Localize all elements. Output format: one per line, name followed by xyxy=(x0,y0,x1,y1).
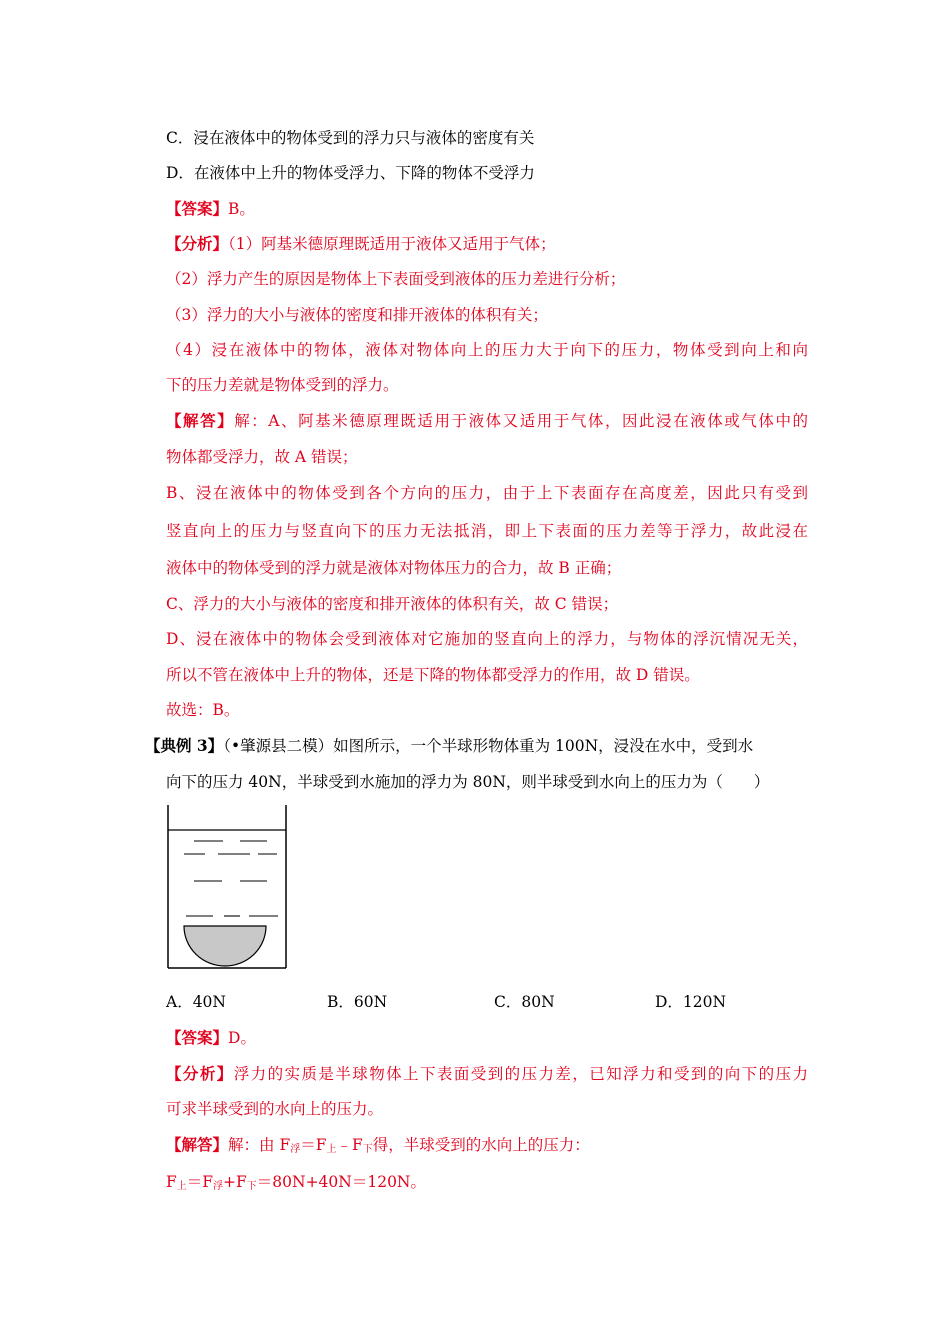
f2-pre: F xyxy=(166,1173,177,1191)
water-marks xyxy=(184,841,278,916)
ex3-analysis-text: 浮力的实质是半球物体上下表面受到的压力差，已知浮力和受到的向下的压力 xyxy=(233,1065,808,1083)
ex3-answer-tag: 【答案】 xyxy=(166,1028,229,1047)
option-d: D．120N xyxy=(655,993,727,1011)
analysis-text: （1）阿基米德原理既适用于液体又适用于气体； xyxy=(228,235,556,253)
option-c: C．80N xyxy=(494,993,555,1011)
answer-line xyxy=(166,199,255,219)
ex3-formula-line xyxy=(166,1172,426,1197)
example-3-stem-text: （•肇源县二模）如图所示，一个半球形物体重为 100N，浸没在水中，受到水 xyxy=(223,737,754,755)
solution-line-3: C、浮力的大小与液体的密度和排开液体的体积有关，故 C 错误； xyxy=(166,595,619,613)
f2-sub-shang: 上 xyxy=(176,1181,187,1192)
ex3-analysis-tag: 【分析】 xyxy=(166,1064,234,1083)
option-b: B．60N xyxy=(327,993,388,1011)
example-3-stem-a xyxy=(145,736,753,756)
analysis-line-2: （2）浮力产生的原因是物体上下表面受到液体的压力差进行分析； xyxy=(166,270,626,288)
solution-line-4b: 所以不管在液体中上升的物体，还是下降的物体都受浮力的作用，故 D 错误。 xyxy=(166,666,700,684)
solution-tag: 【解答】 xyxy=(166,411,235,430)
option-d-text: D．在液体中上升的物体受浮力、下降的物体不受浮力 xyxy=(166,164,535,182)
hemisphere-in-water-figure xyxy=(160,800,300,975)
solution-line-1b: 物体都受浮力，故 A 错误； xyxy=(166,448,358,466)
choice-line: 故选：B。 xyxy=(166,701,240,719)
solution-line-4a: D、浸在液体中的物体会受到液体对它施加的竖直向上的浮力，与物体的浮沉情况无关， xyxy=(166,630,808,648)
analysis-line-1 xyxy=(166,234,556,254)
ex3-solution-tag: 【解答】 xyxy=(166,1135,229,1154)
analysis-line-4b: 下的压力差就是物体受到的浮力。 xyxy=(166,376,399,394)
f2-post: ＝80N+40N＝120N。 xyxy=(256,1173,426,1191)
f2-plus: +F xyxy=(223,1173,247,1191)
solution-line-1a xyxy=(166,411,808,431)
sub-shang: 上 xyxy=(326,1144,337,1155)
analysis-tag: 【分析】 xyxy=(166,234,229,253)
hemisphere xyxy=(184,926,266,966)
option-c-text: C．浸在液体中的物体受到的浮力只与液体的密度有关 xyxy=(166,129,535,147)
ex3-minus: ﹣F xyxy=(336,1136,363,1154)
ex3-sol-pre: 解：由 F xyxy=(228,1136,291,1154)
ex3-analysis-line-a xyxy=(166,1064,808,1084)
ex3-answer-line xyxy=(166,1028,256,1048)
ex3-eq: ＝F xyxy=(300,1136,327,1154)
answer-tag: 【答案】 xyxy=(166,199,229,218)
f2-eq: ＝F xyxy=(186,1173,214,1191)
sub-xia: 下 xyxy=(362,1144,373,1155)
answer-value: B。 xyxy=(228,200,255,218)
sub-fu: 浮 xyxy=(290,1144,301,1155)
solution-line-2b: 竖直向上的压力与竖直向下的压力无法抵消，即上下表面的压力差等于浮力，故此浸在 xyxy=(166,522,808,540)
f2-sub-fu: 浮 xyxy=(213,1181,224,1192)
option-a: A．40N xyxy=(166,993,226,1011)
f2-sub-xia: 下 xyxy=(246,1181,257,1192)
analysis-line-4a: （4）浸在液体中的物体，液体对物体向上的压力大于向下的压力，物体受到向上和向 xyxy=(166,341,808,359)
ex3-analysis-line-b: 可求半球受到的水向上的压力。 xyxy=(166,1100,384,1118)
solution-line-2c: 液体中的物体受到的浮力就是液体对物体压力的合力，故 B 正确； xyxy=(166,559,622,577)
analysis-line-3: （3）浮力的大小与液体的密度和排开液体的体积有关； xyxy=(166,306,548,324)
ex3-answer-value: D。 xyxy=(228,1029,256,1047)
example-3-tag: 【典例 3】 xyxy=(145,736,224,755)
solution-line-2a: B、浸在液体中的物体受到各个方向的压力，由于上下表面存在高度差，因此只有受到 xyxy=(166,484,808,502)
example-3-stem-b: 向下的压力 40N，半球受到水施加的浮力为 80N，则半球受到水向上的压力为（ ） xyxy=(166,773,770,791)
ex3-sol-post: 得，半球受到的水向上的压力： xyxy=(372,1136,590,1154)
solution-text: 解：A、阿基米德原理既适用于液体又适用于气体，因此浸在液体或气体中的 xyxy=(234,412,808,430)
ex3-solution-line xyxy=(166,1135,590,1160)
